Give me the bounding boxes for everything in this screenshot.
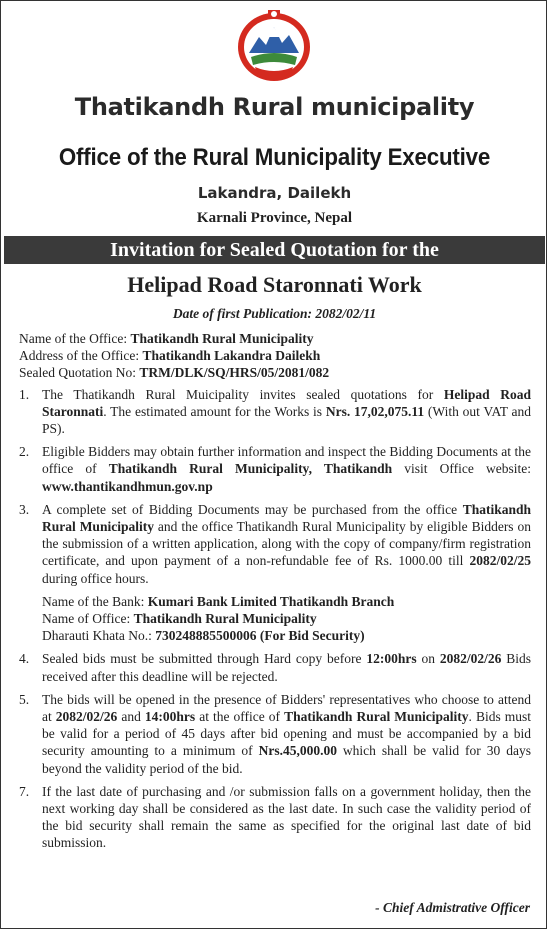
bank-details: [19, 593, 531, 645]
publication-date: Date of first Publication: 2082/02/11: [172, 306, 377, 321]
work-title: Helipad Road Staronnati Work: [127, 272, 422, 297]
bank-office-name: Name of Office: Thatikandh Rural Municipality: [42, 611, 317, 627]
notice-item-7: 7. If the last date of purchasing and /or submission falls on a government holiday, then the next working day shall be considered as the last date. In such case the validity period of the bid security shall remain the same as specified for the original last date of bid submission.: [19, 783, 531, 851]
detail-office-address: Address of the Office: Thatikandh Lakandra Dailekh: [19, 348, 321, 364]
notice-body: [19, 330, 531, 852]
notice-item-4: 4. Sealed bids must be submitted through Hard copy before 12:00hrs on 2082/02/26 Bids received after this deadline will be rejected.: [19, 651, 532, 684]
province-name: Karnali Province, Nepal: [196, 210, 353, 226]
office-details: [19, 330, 531, 382]
bank-name: Name of the Bank: Kumari Bank Limited Thatikandh Branch: [42, 593, 395, 609]
nepal-emblem-icon: [235, 7, 313, 83]
office-name: Office of the Rural Municipality Executive: [58, 144, 491, 171]
detail-quotation-no: Sealed Quotation No: TRM/DLK/SQ/HRS/05/2081/082: [19, 365, 330, 381]
notice-item-1: 1. The Thatikandh Rural Muicipality invites sealed quotations for Helipad Road Staronnati. The estimated amount for the Works is Nrs. 17,02,075.11 (With out VAT and PS).: [19, 386, 532, 437]
office-location: Lakandra, Dailekh: [197, 184, 352, 202]
detail-office-name: Name of the Office: Thatikandh Rural Municipality: [19, 331, 314, 346]
notice-item-2: 2. Eligible Bidders may obtain further information and inspect the Bidding Documents at the office of Thatikandh Rural Municipality, Thatikandh visit Office website: www.thantikandhmun.gov.np: [19, 444, 531, 494]
municipality-name: Thatikandh Rural municipality: [74, 93, 475, 121]
notice-item-3: 3. A complete set of Bidding Documents may be purchased from the office Thatikandh Rural Municipality and the office Thatikandh Rural Municipality by eligible Bidders on the submission of a written application, along with the copy of company/firm registration certificate, and upon payment of a non-refundable fee of Rs. 1000.00 till 2082/02/25 during office hours.: [19, 501, 531, 586]
signature: - Chief Admistrative Officer: [375, 900, 530, 915]
notice-item-5: 5. The bids will be opened in the presence of Bidders' representatives who choose to attend at 2082/02/26 and 14:00hrs at the office of Thatikandh Rural Municipality. Bids must be valid for a period of 45 days after bid opening and must be accompanied by a bid security amounting to a minimum of Nrs.45,000.00 which shall be valid for 30 days beyond the validity period of the bid.: [19, 691, 531, 776]
invitation-banner: Invitation for Sealed Quotation for the: [4, 236, 545, 264]
bank-khata-no: Dharauti Khata No.: 730248885500006 (For Bid Security): [42, 628, 365, 644]
